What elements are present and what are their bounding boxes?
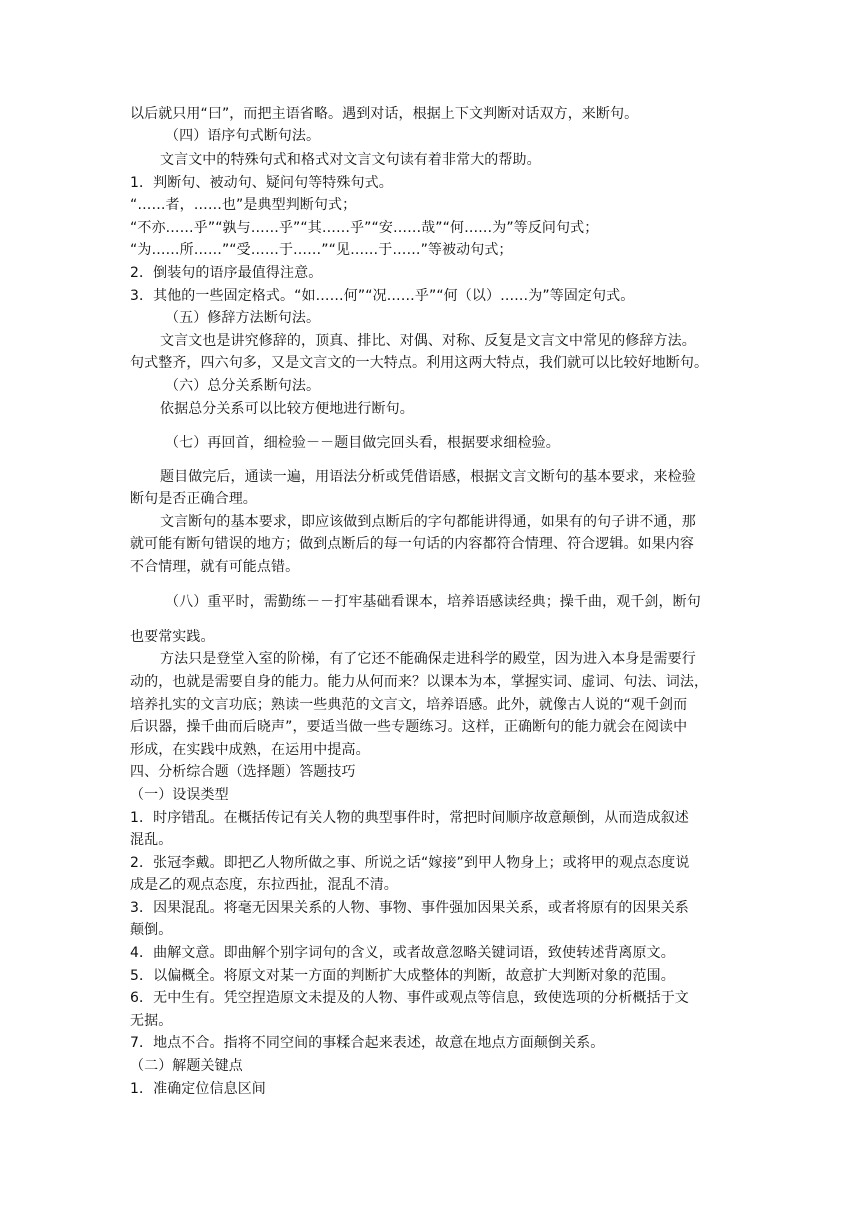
- list-item: 1．时序错乱。在概括传记有关人物的典型事件时，常把时间顺序故意颠倒，从而造成叙述: [130, 810, 689, 826]
- text-line: 断句是否正确合理。: [130, 491, 257, 507]
- list-item: 1．准确定位信息区间: [130, 1081, 266, 1097]
- section-heading: （五）修辞方法断句法。: [165, 310, 321, 326]
- text-line: 以后就只用“曰”，而把主语省略。遇到对话，根据上下文判断对话双方，来断句。: [130, 106, 639, 122]
- text-line: 培养扎实的文言功底；熟读一些典范的文言文，培养语感。此外，就像古人说的“观千剑而: [130, 697, 688, 713]
- list-item: 5．以偏概全。将原文对某一方面的判断扩大成整体的判断，故意扩大判断对象的范围。: [130, 968, 675, 984]
- text-line: 混乱。: [130, 832, 173, 848]
- text-line: 颠倒。: [130, 922, 173, 938]
- text-line: 形成，在实践中成熟，在运用中提高。: [130, 742, 370, 758]
- text-line: 成是乙的观点态度，东拉西扯，混乱不清。: [130, 877, 398, 893]
- text-line: 题目做完后，通读一遍，用语法分析或凭借语感，根据文言文断句的基本要求，来检验: [160, 469, 696, 485]
- text-line: 也要常实践。: [130, 629, 215, 645]
- section-heading: （一）设误类型: [130, 787, 229, 803]
- text-line: “……者，……也”是典型判断句式；: [130, 197, 357, 213]
- text-line: 依据总分关系可以比较方便地进行断句。: [160, 401, 414, 417]
- text-line: 后识器，操千曲而后晓声”，要适当做一些专题练习。这样，正确断句的能力就会在阅读中: [130, 719, 688, 735]
- text-line: 动的，也就是需要自身的能力。能力从何而来？以课本为本，掌握实词、虚词、句法、词法，: [130, 674, 709, 690]
- list-item: 7．地点不合。指将不同空间的事糅合起来表述，故意在地点方面颠倒关系。: [130, 1035, 605, 1051]
- section-heading: （二）解题关键点: [130, 1058, 243, 1074]
- list-item: 3．因果混乱。将毫无因果关系的人物、事物、事件强加因果关系，或者将原有的因果关系: [130, 900, 689, 916]
- text-line: 文言文也是讲究修辞的，顶真、排比、对偶、对称、反复是文言文中常见的修辞方法。: [160, 333, 696, 349]
- text-line: 方法只是登堂入室的阶梯，有了它还不能确保走进科学的殿堂，因为进入本身是需要行: [160, 651, 696, 667]
- text-line: “不亦……乎”“孰与……乎”“其……乎”“安……哉”“何……为”等反问句式；: [130, 220, 599, 236]
- list-item: 4．曲解文意。即曲解个别字词句的含义，或者故意忽略关键词语，致使转述背离原文。: [130, 945, 675, 961]
- list-item: 3．其他的一些固定格式。“如……何”“况……乎”“何（以）……为”等固定句式。: [130, 288, 635, 304]
- list-item: 1．判断句、被动句、疑问句等特殊句式。: [130, 175, 393, 191]
- text-line: 不合情理，就有可能点错。: [130, 559, 300, 575]
- text-line: “为……所……”“受……于……”“见……于……”等被动句式；: [130, 242, 513, 258]
- text-line: 文言断句的基本要求，即应该做到点断后的字句都能讲得通，如果有的句子讲不通，那: [160, 514, 696, 530]
- section-heading: 四、分析综合题（选择题）答题技巧: [130, 764, 356, 780]
- list-item: 2．张冠李戴。即把乙人物所做之事、所说之话“嫁接”到甲人物身上；或将甲的观点态度说: [130, 855, 690, 871]
- text-line: 就可能有断句错误的地方；做到点断后的每一句话的内容都符合情理、符合逻辑。如果内容: [130, 536, 694, 552]
- section-heading: （四）语序句式断句法。: [165, 128, 321, 144]
- list-item: 2．倒装句的语序最值得注意。: [130, 265, 323, 281]
- section-heading: （八）重平时，需勤练－－打牢基础看课本，培养语感读经典；操千曲，观千剑，断句: [165, 594, 701, 610]
- list-item: 6．无中生有。凭空捏造原文未提及的人物、事件或观点等信息，致使选项的分析概括于文: [130, 990, 689, 1006]
- text-line: 句式整齐，四六句多，又是文言文的一大特点。利用这两大特点，我们就可以比较好地断句。: [130, 355, 709, 371]
- text-line: 无据。: [130, 1013, 173, 1029]
- section-heading: （七）再回首，细检验－－题目做完回头看，根据要求细检验。: [165, 435, 560, 451]
- text-line: 文言文中的特殊句式和格式对文言文句读有着非常大的帮助。: [160, 152, 541, 168]
- section-heading: （六）总分关系断句法。: [165, 378, 321, 394]
